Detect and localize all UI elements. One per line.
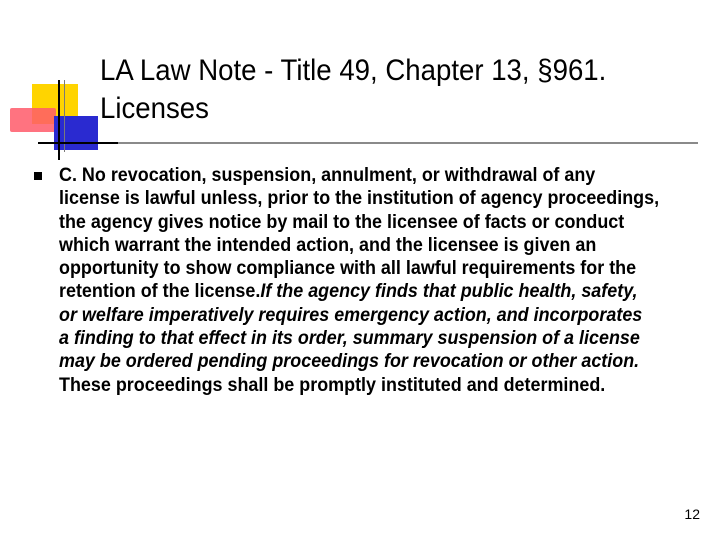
- body-line: opportunity to show compliance with all lawful requirements for the: [59, 257, 637, 280]
- body-line-italic: If the agency finds that public health, safety,: [260, 280, 638, 303]
- slide-title: [100, 52, 652, 128]
- logo-red-block: [10, 108, 56, 132]
- logo-vertical-line: [58, 80, 60, 160]
- body-line-regular: retention of the license.: [59, 280, 261, 303]
- title-divider: [38, 142, 698, 144]
- body-line: license is lawful unless, prior to the institution of agency proceedings,: [59, 187, 660, 210]
- slide-body-text: [59, 164, 714, 397]
- slide-title-line2: Licenses: [100, 92, 209, 125]
- page-number: 12: [684, 506, 700, 522]
- body-line-italic: or welfare imperatively requires emergency action, and incorporates: [59, 303, 643, 326]
- body-line-italic: may be ordered pending proceedings for revocation or other action.: [59, 350, 640, 373]
- body-line: [59, 280, 714, 303]
- square-bullet-icon: [34, 172, 42, 180]
- body-line: the agency gives notice by mail to the licensee of facts or conduct: [59, 210, 625, 233]
- slide-title-line1: LA Law Note - Title 49, Chapter 13, §961.: [100, 54, 607, 87]
- body-line: C. No revocation, suspension, annulment, or withdrawal of any: [59, 164, 596, 186]
- body-line: These proceedings shall be promptly instituted and determined.: [59, 373, 606, 396]
- body-line-italic: a finding to that effect in its order, summary suspension of a license: [59, 327, 640, 350]
- title-divider-accent: [38, 142, 118, 144]
- slide-logo: [0, 0, 110, 170]
- logo-blue-block: [54, 116, 98, 150]
- body-line: which warrant the intended action, and the licensee is given an: [59, 233, 597, 256]
